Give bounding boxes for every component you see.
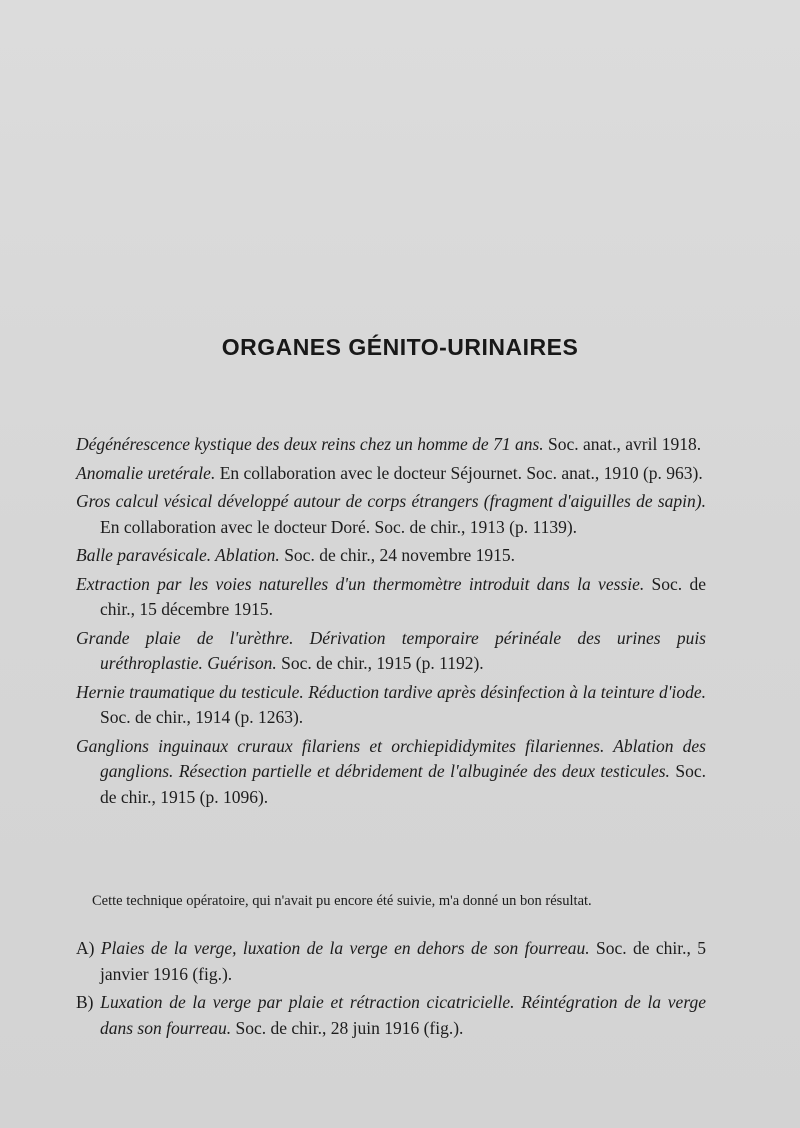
entry-title: Ganglions inguinaux cruraux filariens et orchiepididymites filariennes. Ablation des ganglions. Résection partielle et débridement de l'albuginée des deux testicules. bbox=[76, 735, 706, 781]
bibliography-entry bbox=[76, 543, 706, 569]
entry-reference: En collaboration avec le docteur Séjournet. Soc. anat., 1910 (p. 963). bbox=[215, 462, 703, 483]
entry-title: Gros calcul vésical développé autour de corps étrangers (fragment d'aiguilles de sapin). bbox=[76, 491, 706, 511]
entry-title: Plaies de la verge, luxation de la verge en dehors de son fourreau. bbox=[100, 938, 590, 958]
bibliography-entry bbox=[76, 680, 706, 731]
entry-title: Dégénérescence kystique des deux reins chez un homme de 71 ans. bbox=[76, 434, 544, 454]
entry-reference: Soc. de chir., 28 juin 1916 (fig.). bbox=[231, 1017, 464, 1038]
bibliography-list bbox=[76, 432, 706, 813]
bibliography-entry bbox=[76, 626, 706, 677]
bibliography-entry bbox=[76, 572, 706, 623]
entry-title: Extraction par les voies naturelles d'un thermomètre introduit dans la vessie. bbox=[76, 573, 645, 594]
entry-title: Luxation de la verge par plaie et rétraction cicatricielle. Réintégration de la verge dans son fourreau. bbox=[100, 992, 706, 1038]
technique-note: Cette technique opératoire, qui n'avait pu encore été suivie, m'a donné un bon résultat. bbox=[92, 892, 592, 909]
entry-reference: Soc. de chir., 15 décembre 1915. bbox=[100, 573, 706, 619]
entry-letter: B) bbox=[76, 992, 94, 1012]
entry-title: Anomalie uretérale. bbox=[76, 462, 216, 483]
entry-reference: Soc. de chir., 5 janvier 1916 (fig.). bbox=[100, 938, 706, 984]
bibliography-entry bbox=[76, 489, 706, 540]
entry-title: Grande plaie de l'urèthre. Dérivation temporaire périnéale des urines puis uréthroplastie. Guérison. bbox=[76, 627, 706, 673]
entry-title: Balle paravésicale. Ablation. bbox=[76, 545, 280, 565]
lettered-list bbox=[76, 936, 706, 1044]
entry-reference: En collaboration avec le docteur Doré. Soc. de chir., 1913 (p. 1139). bbox=[100, 516, 578, 537]
bibliography-entry bbox=[76, 432, 706, 458]
lettered-entry bbox=[76, 936, 706, 987]
entry-reference: Soc. de chir., 1914 (p. 1263). bbox=[100, 707, 304, 727]
lettered-entry bbox=[76, 990, 706, 1041]
bibliography-entry bbox=[76, 734, 706, 811]
entry-title: Hernie traumatique du testicule. Réduction tardive après désinfection à la teinture d'iode. bbox=[76, 681, 706, 702]
entry-reference: Soc. de chir., 1915 (p. 1192). bbox=[276, 653, 484, 673]
entry-reference: Soc. de chir., 24 novembre 1915. bbox=[279, 545, 516, 565]
bibliography-entry bbox=[76, 461, 706, 487]
section-heading: ORGANES GÉNITO-URINAIRES bbox=[221, 334, 579, 360]
entry-reference: Soc. de chir., 1915 (p. 1096). bbox=[100, 761, 707, 807]
entry-letter: A) bbox=[76, 938, 95, 958]
entry-reference: Soc. anat., avril 1918. bbox=[543, 434, 702, 454]
